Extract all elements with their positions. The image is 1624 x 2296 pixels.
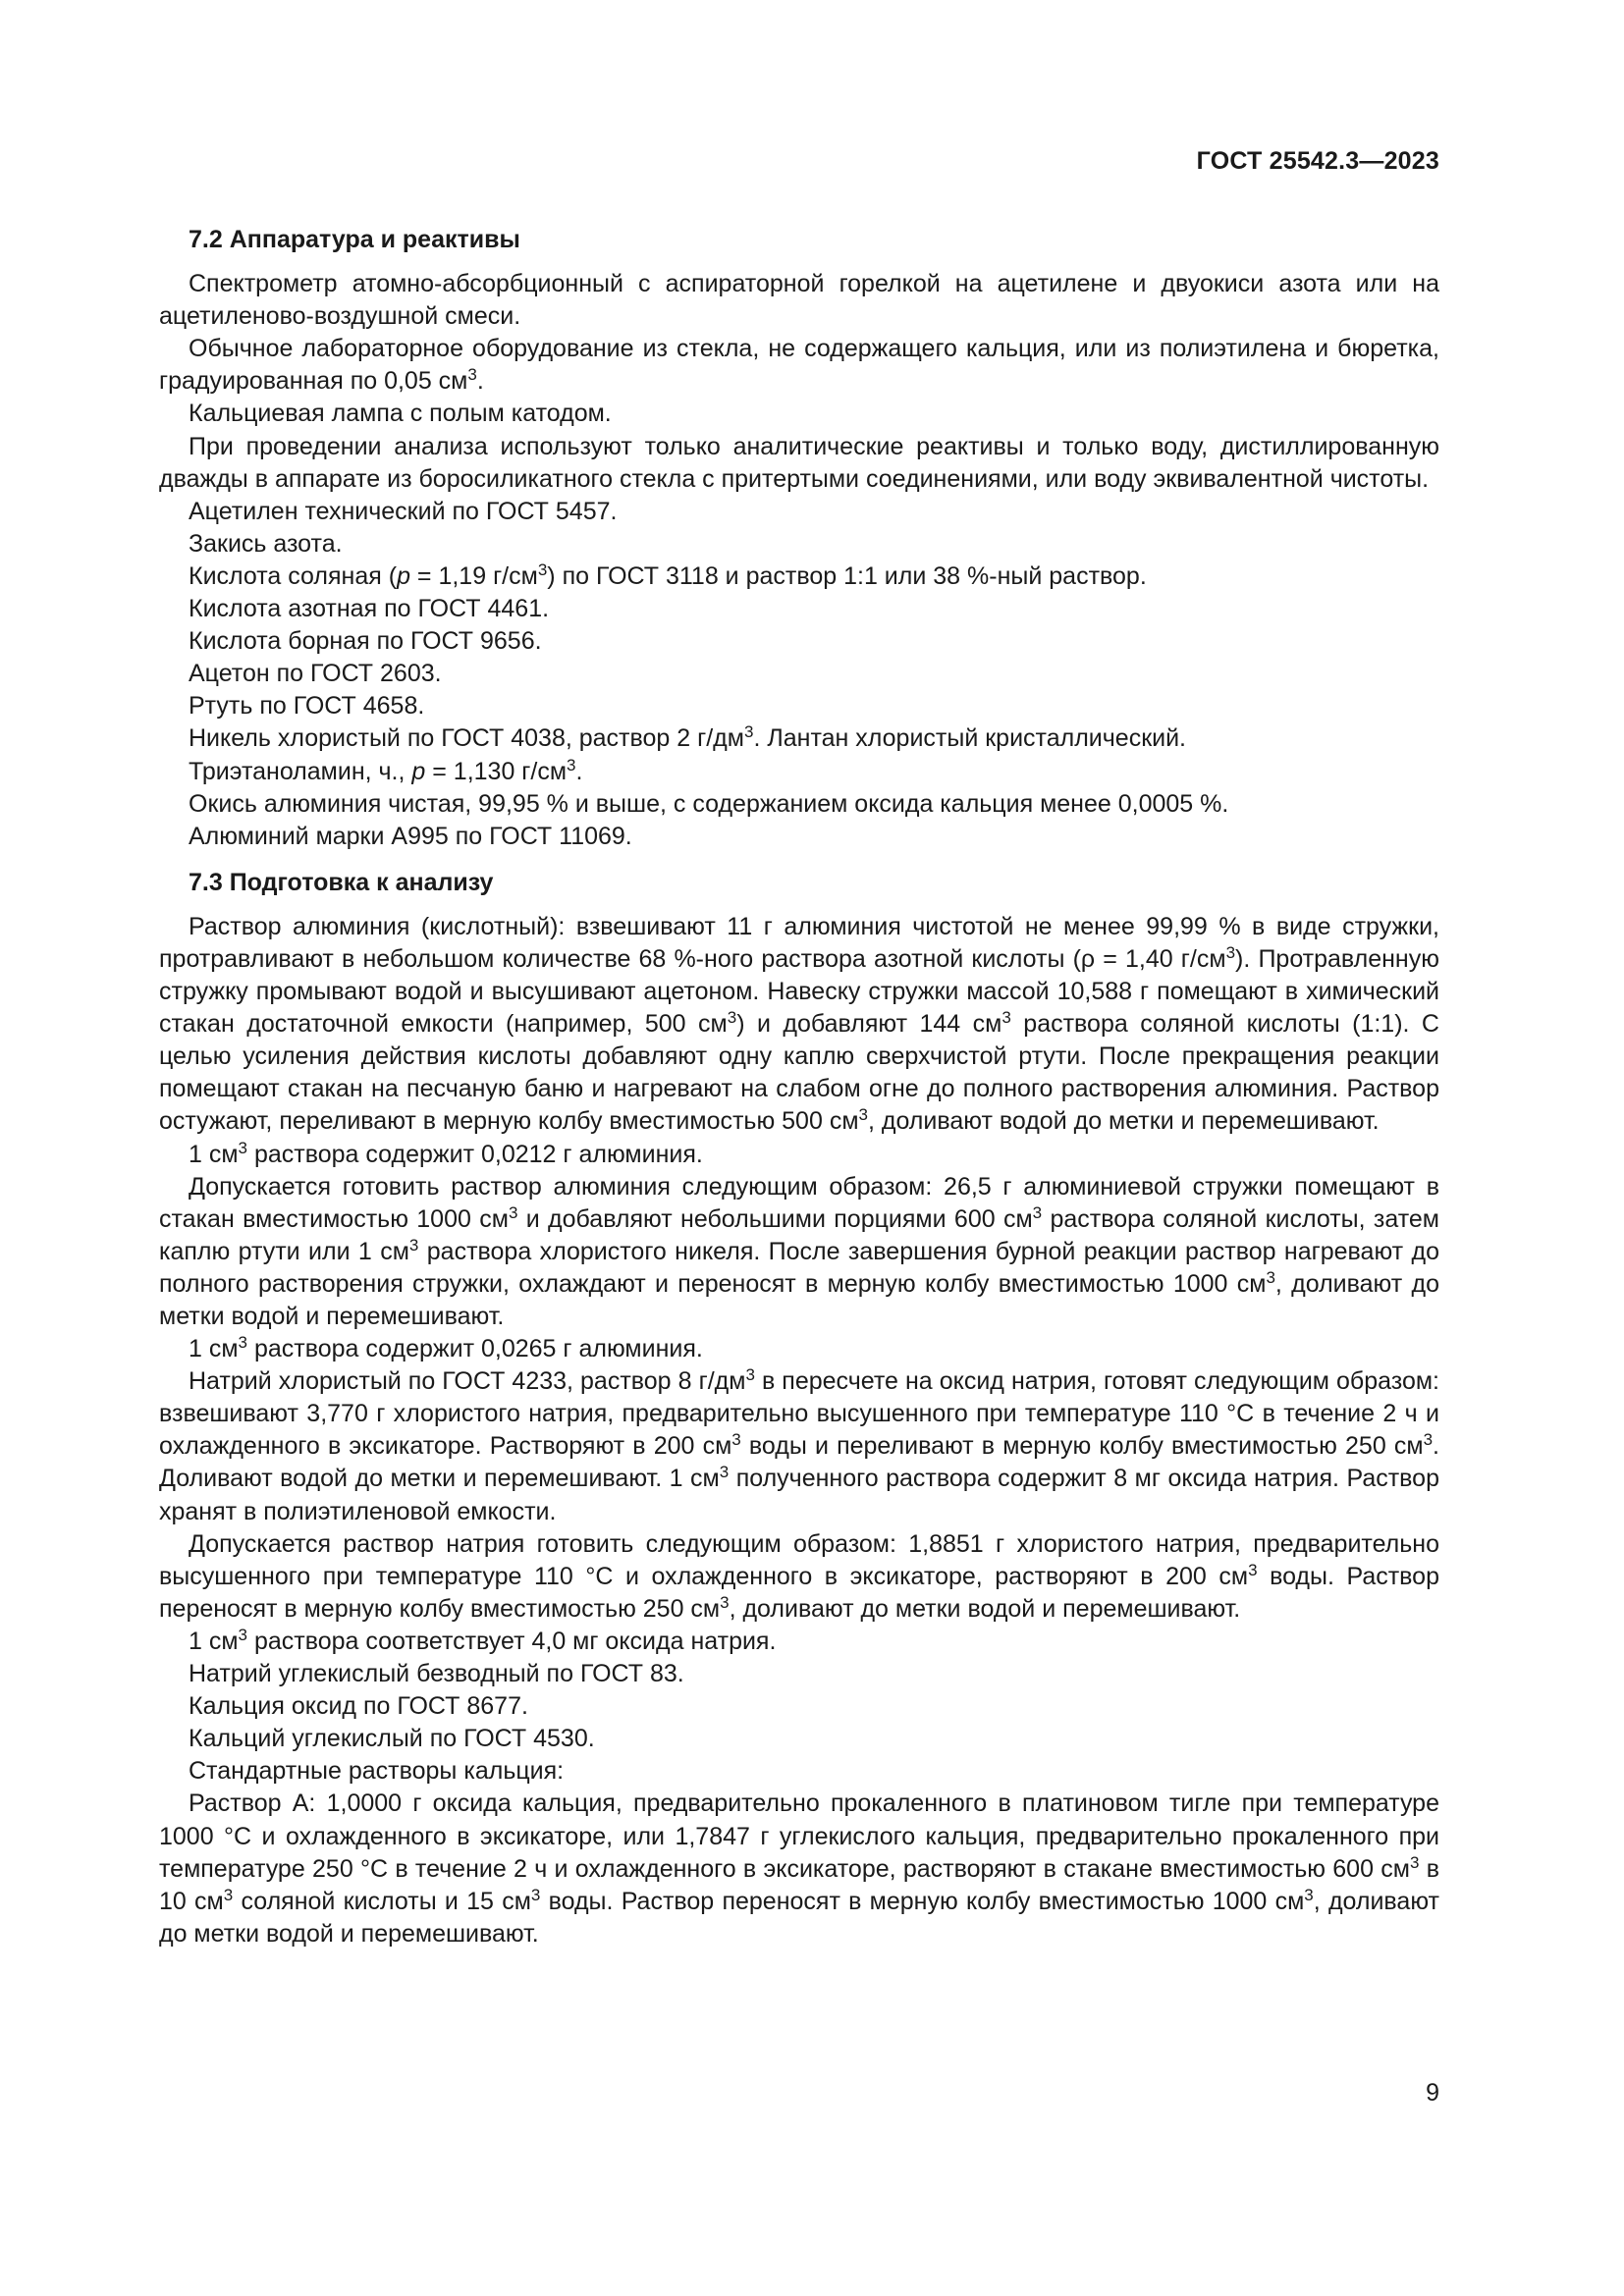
paragraph: Раствор А: 1,0000 г оксида кальция, предварительно прокаленного в платиновом тигле при температуре 1000 °С и охлажденного в эксикаторе, или 1,7847 г углекислого кальция, предварительно прокаленного при температуре 250 °С в течение 2 ч и охлажденного в эксикаторе, растворяют в стакане вместимостью 600 $см^3$ в 10 $см^3$ соляной кислоты и 15 $см^3$ воды. Раствор переносят в мерную колбу вместимостью 1000 $см^3$, доливают до метки водой и перемешивают.: [159, 1789, 1439, 1948]
paragraph: Спектрометр атомно-абсорбционный с аспираторной горелкой на ацетилене и двуокиси азота или на ацетиленово-воздушной смеси.: [159, 270, 1439, 331]
list-item: Кислота борная по ГОСТ 9656.: [189, 627, 542, 656]
list-item: Кальция оксид по ГОСТ 8677.: [189, 1692, 528, 1721]
paragraph: При проведении анализа используют только аналитические реактивы и только воду, дистиллированную дважды в аппарате из боросиликатного стекла с притертыми соединениями, или воду эквивалентной чистоты.: [159, 432, 1439, 493]
list-item: Ртуть по ГОСТ 4658.: [189, 692, 425, 721]
list-item: Стандартные растворы кальция:: [189, 1757, 565, 1786]
document-page: [159, 0, 1439, 2296]
document-body: [159, 224, 1439, 1950]
list-item: Натрий углекислый безводный по ГОСТ 83.: [189, 1660, 684, 1688]
list-item: Никель хлористый по ГОСТ 4038, раствор 2 $г/дм^3$. Лантан хлористый кристаллический.: [189, 722, 1187, 753]
list-item: Окись алюминия чистая, 99,95 % и выше, с содержанием оксида кальция менее 0,0005 %.: [189, 789, 1229, 818]
paragraph: Натрий хлористый по ГОСТ 4233, раствор 8 $г/дм^3$ в пересчете на оксид натрия, готовят следующим образом: взвешивают 3,770 г хлористого натрия, предварительно высушенного при температуре 110 °С в течение 2 ч и охлажденного в эксикаторе. Растворяют в 200 $см^3$ воды и переливают в мерную колбу вместимостью 250 $см^3$. Доливают водой до метки и перемешивают. 1 $см^3$ полученного раствора содержит 8 мг оксида натрия. Раствор хранят в полиэтиленовой емкости.: [159, 1365, 1439, 1525]
list-item: Закись азота.: [189, 529, 343, 558]
paragraph: 1 $см^3$ раствора содержит 0,0265 г алюминия.: [189, 1333, 703, 1363]
page-number: 9: [1426, 2079, 1439, 2107]
list-item: Ацетилен технический по ГОСТ 5457.: [189, 497, 618, 525]
paragraph: Допускается готовить раствор алюминия следующим образом: 26,5 г алюминиевой стружки помещают в стакан вместимостью 1000 $см^3$ и добавляют небольшими порциями 600 $см^3$ раствора соляной кислоты, затем каплю ртути или 1 $см^3$ раствора хлористого никеля. После завершения бурной реакции раствор нагревают до полного растворения стружки, охлаждают и переносят в мерную колбу вместимостью 1000 $см^3$, доливают до метки водой и перемешивают.: [159, 1172, 1439, 1330]
section-title-7-3: 7.3 Подготовка к анализу: [189, 868, 494, 896]
paragraph: Кальциевая лампа с полым катодом.: [189, 400, 612, 428]
section-title-7-2: 7.2 Аппаратура и реактивы: [189, 226, 520, 253]
document-code-header: ГОСТ 25542.3—2023: [1196, 147, 1439, 175]
list-item: Алюминий марки А995 по ГОСТ 11069.: [189, 822, 632, 850]
list-item: Ацетон по ГОСТ 2603.: [189, 660, 442, 688]
paragraph: Раствор алюминия (кислотный): взвешивают 11 г алюминия чистотой не менее 99,99 % в виде стружки, протравливают в небольшом количестве 68 %-ного раствора азотной кислоты (ρ = 1,40 $г/см^3$). Протравленную стружку промывают водой и высушивают ацетоном. Навеску стружки массой 10,588 г помещают в химический стакан достаточной емкости (например, 500 $см^3$) и добавляют 144 $см^3$ раствора соляной кислоты (1:1). С целью усиления действия кислоты добавляют одну каплю сверхчистой ртути. После прекращения реакции помещают стакан на песчаную баню и нагревают на слабом огне до полного растворения алюминия. Раствор остужают, переливают в мерную колбу вместимостью 500 $см^3$, доливают водой до метки и перемешивают.: [159, 912, 1439, 1136]
list-item: Триэтаноламин, ч., р = 1,130 $г/см^3$.: [189, 755, 583, 785]
paragraph: Обычное лабораторное оборудование из стекла, не содержащего кальция, или из полиэтилена и бюретка, градуированная по 0,05 $см^3$.: [159, 335, 1439, 396]
list-item: Кислота азотная по ГОСТ 4461.: [189, 595, 550, 623]
list-item: Кислота соляная (р = 1,19 $г/см^3$) по ГОСТ 3118 и раствор 1:1 или 38 %-ный раствор.: [189, 560, 1147, 590]
paragraph: Допускается раствор натрия готовить следующим образом: 1,8851 г хлористого натрия, предварительно высушенного при температуре 110 °С и охлажденного в эксикаторе, растворяют в 200 $см^3$ воды. Раствор переносят в мерную колбу вместимостью 250 $см^3$, доливают до метки водой и перемешивают.: [159, 1529, 1439, 1623]
paragraph: 1 $см^3$ раствора содержит 0,0212 г алюминия.: [189, 1138, 703, 1168]
paragraph: 1 $см^3$ раствора соответствует 4,0 мг оксида натрия.: [189, 1625, 777, 1655]
list-item: Кальций углекислый по ГОСТ 4530.: [189, 1725, 595, 1753]
